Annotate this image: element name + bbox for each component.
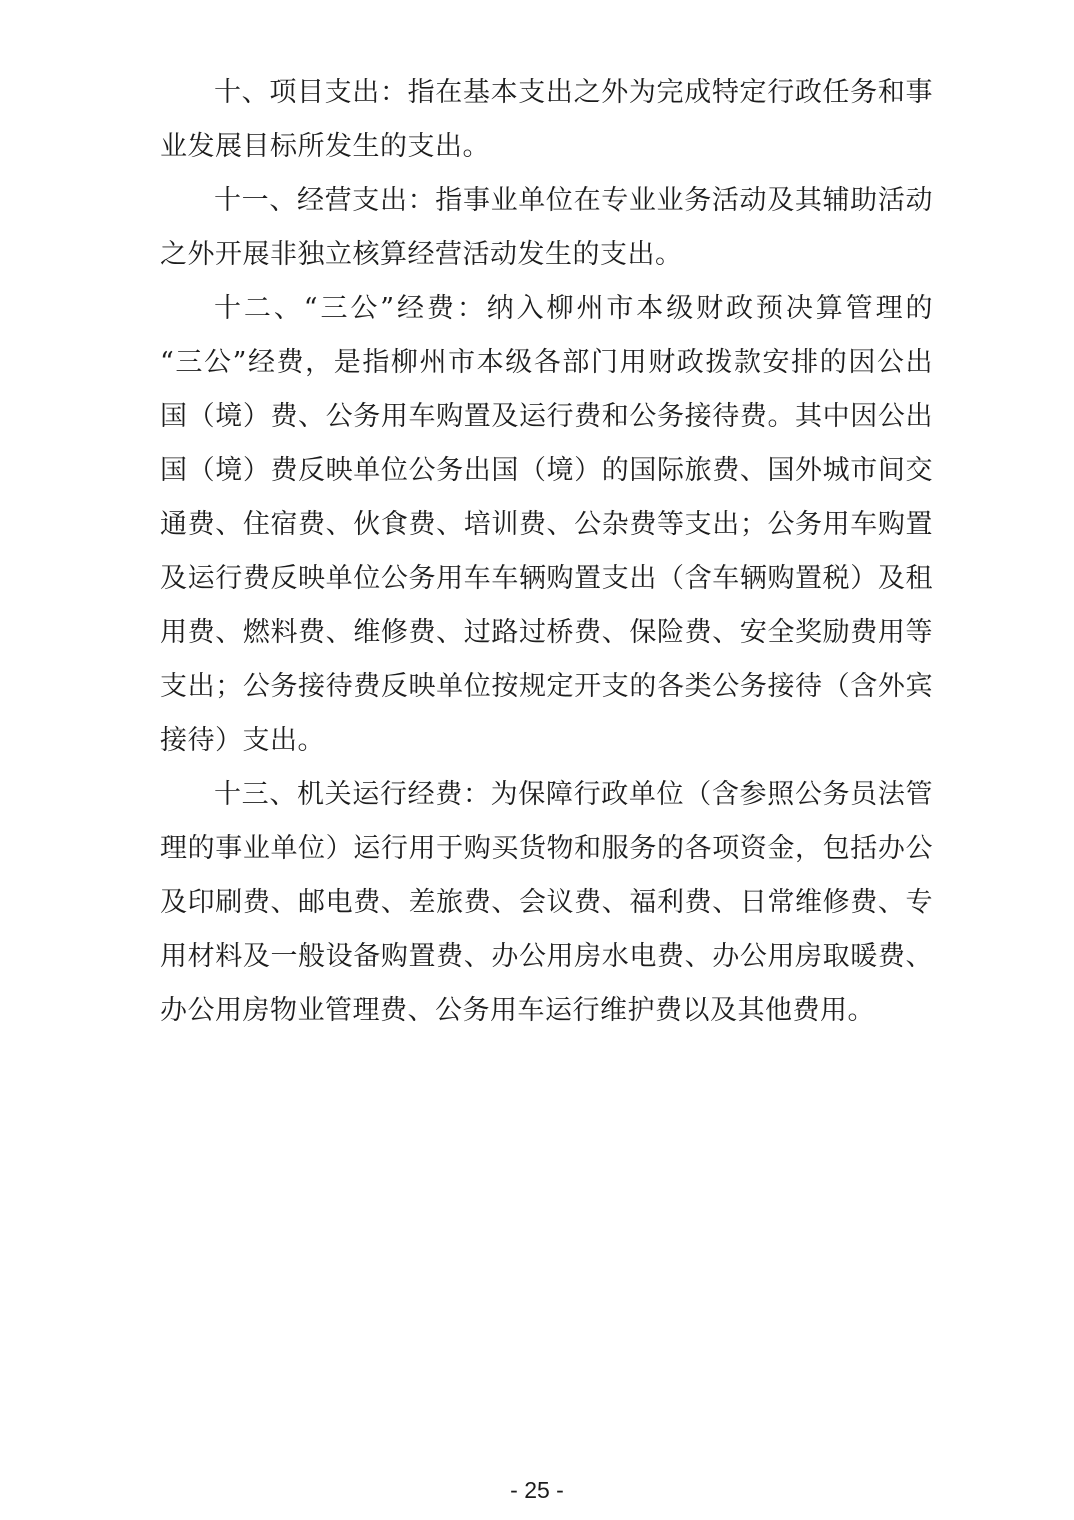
text-line: 十三、机关运行经费：为保障行政单位（含参照公务员法管 [214, 779, 933, 810]
text-line: 国（境）费、公务用车购置及运行费和公务接待费。其中因公出 [160, 401, 933, 432]
text-line: 支出；公务接待费反映单位按规定开支的各类公务接待（含外宾 [160, 671, 933, 702]
page-number: - 25 - [510, 1477, 564, 1503]
paragraph-item-13-agency-operating-funds [160, 768, 933, 1038]
text-line: 之外开展非独立核算经营活动发生的支出。 [160, 239, 683, 270]
text-line: 通费、住宿费、伙食费、培训费、公杂费等支出；公务用车购置 [160, 509, 933, 540]
paragraph-item-11-operating-expenditure [160, 174, 933, 282]
document-body [160, 66, 933, 1038]
text-line: 十二、“三公”经费：纳入柳州市本级财政预决算管理的 [214, 293, 933, 324]
text-line: 用材料及一般设备购置费、办公用房水电费、办公用房取暖费、 [160, 941, 933, 972]
text-line: 及印刷费、邮电费、差旅费、会议费、福利费、日常维修费、专 [160, 887, 933, 918]
text-line: 接待）支出。 [160, 725, 325, 756]
text-line: 用费、燃料费、维修费、过路过桥费、保险费、安全奖励费用等 [160, 617, 933, 648]
text-line: “三公”经费，是指柳州市本级各部门用财政拨款安排的因公出 [160, 347, 933, 378]
text-line: 业发展目标所发生的支出。 [160, 131, 490, 162]
text-line: 十、项目支出：指在基本支出之外为完成特定行政任务和事 [214, 77, 933, 108]
paragraph-item-12-three-public-funds [160, 282, 933, 768]
text-line: 办公用房物业管理费、公务用车运行维护费以及其他费用。 [160, 995, 875, 1026]
text-line: 理的事业单位）运行用于购买货物和服务的各项资金，包括办公 [160, 833, 933, 864]
paragraph-item-10-project-expenditure [160, 66, 933, 174]
text-line: 及运行费反映单位公务用车车辆购置支出（含车辆购置税）及租 [160, 563, 933, 594]
text-line: 国（境）费反映单位公务出国（境）的国际旅费、国外城市间交 [160, 455, 933, 486]
text-line: 十一、经营支出：指事业单位在专业业务活动及其辅助活动 [214, 185, 933, 216]
